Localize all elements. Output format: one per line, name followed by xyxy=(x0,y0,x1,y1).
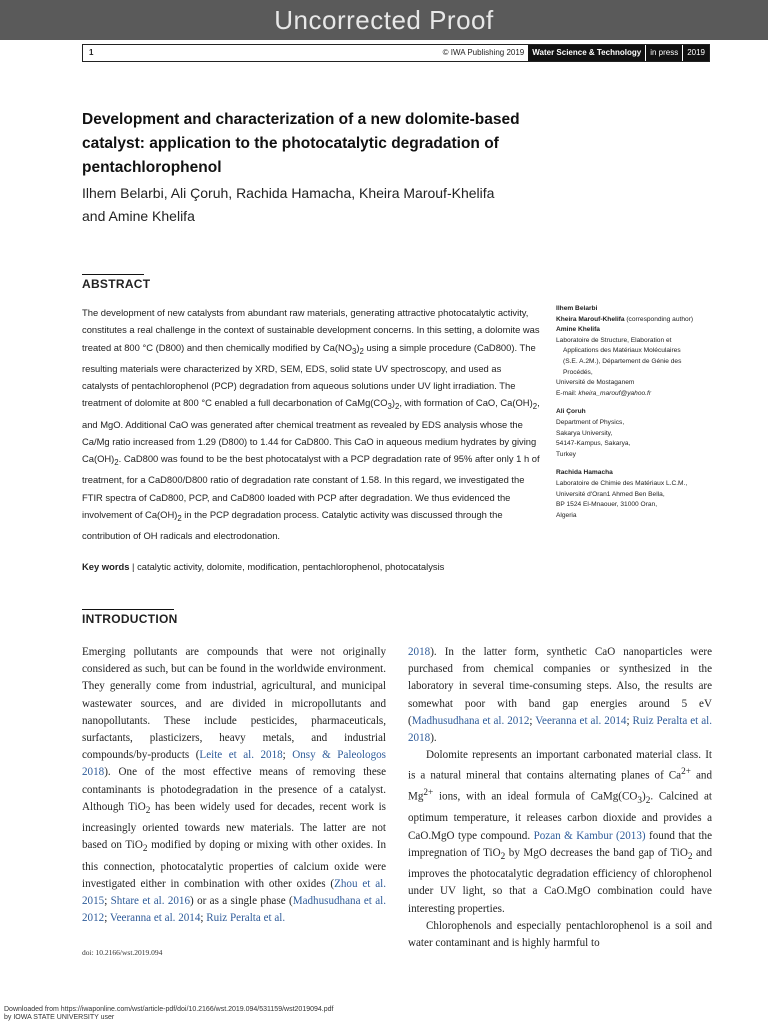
citation-link[interactable]: Veeranna et al. 2014 xyxy=(109,912,201,925)
author-list xyxy=(82,182,532,228)
keywords-label: Key words xyxy=(82,561,130,572)
affiliation-line: Université d'Oran1 Ahmed Ben Bella, xyxy=(556,490,665,498)
citation-link[interactable]: Onsy & Paleologos 2018 xyxy=(82,749,386,779)
email-link[interactable]: kheira_marouf@yahoo.fr xyxy=(578,389,652,397)
publication-status: in press xyxy=(645,45,682,61)
affiliation-block xyxy=(556,304,716,399)
body-column-right xyxy=(408,644,712,952)
affiliation-author: Ali Çoruh xyxy=(556,408,586,416)
body-paragraph: Dolomite represents an important carbonated material class. It is a natural mineral that contains alternating planes of $Ca^{2+}$ and $Mg^{2+}$ ions, with an ideal formula of $CaMg(CO_3)_2$. Calcined at optimum temperature, it releases carbon dioxide and provides a CaO.MgO type compound. Pozan & Kambur (2013) found that the impregnation of TiO$_2$ by MgO decreases the band gap of TiO$_2$ and improves the photocatalytic degradation efficiency of chlorophenol under UV light, so that a CaO.MgO combination could have interesting properties. xyxy=(408,749,712,915)
affiliation-line: Applications des Matériaux Moléculaires xyxy=(563,347,681,355)
uncorrected-proof-banner: Uncorrected Proof xyxy=(0,0,768,40)
download-notice xyxy=(4,1006,333,1022)
citation-link[interactable]: Shtare et al. 2016 xyxy=(110,895,191,908)
abstract-text: The development of new catalysts from abundant raw materials, generating attractive photocatalytic activity, constitutes a real challenge in the context of sustainable development concerns. In this setting, a dolomite was treated at 800 °C (D800) and then chemically modified by $Ca(NO_3)_2$ using a simple procedure (CaD800). The resulting materials were characterized by XRD, SEM, EDS, solid state UV spectroscopy, and used as catalysts of pentachlorophenol (PCP) degradation from aqueous solutions under UV light irradiation. The treatment of dolomite at 800 °C enabled a full decarbonation of $CaMg(CO_3)_2$, with formation of CaO, $Ca(OH)_2$, and MgO. Additional CaO was generated after chemical treatment as revealed by EDS analysis whose the Ca/Mg ratio increased from 1.29 (D800) to 1.44 for CaD800. This CaO in aqueous medium hydrates by giving $Ca(OH)_2$. CaD800 was found to be the best photocatalyst with a PCP degradation rate of 95% after only 1 h of treatment, for a CaD800/D800 ratio of degradation rate constant of 1.58. In this regard, we investigated the FTIR spectra of CaD800, PCP, and CaD800 loaded with PCP after degradation. We thus evidenced the involvement of $Ca(OH)_2$ in the PCP degradation process. Catalytic activity was discussed through the contribution of OH radicals and electrodonation. xyxy=(82,307,540,542)
download-user: by IOWA STATE UNIVERSITY user xyxy=(4,1014,115,1021)
affiliation-block xyxy=(556,468,716,521)
citation-link[interactable]: Ruiz Peralta et al. xyxy=(206,912,286,925)
affiliation-line: Department of Physics, xyxy=(556,418,625,426)
affiliation-line: Laboratoire de Chimie des Matériaux L.C.M., xyxy=(556,479,688,487)
affiliation-line: BP 1524 El-Mnaouer, 31000 Oran, xyxy=(556,501,658,509)
journal-info xyxy=(439,45,709,61)
affiliation-author: Amine Khelifa xyxy=(556,326,600,334)
abstract-heading: ABSTRACT xyxy=(82,274,144,291)
affiliation-author: Ilhem Belarbi xyxy=(556,305,598,312)
running-head xyxy=(82,44,710,62)
doi-text: doi: 10.2166/wst.2019.094 xyxy=(82,948,163,957)
body-paragraph: Chlorophenols and especially pentachlorophenol is a soil and water contaminant and is highly harmful to xyxy=(408,919,712,950)
publication-year: 2019 xyxy=(682,45,709,61)
affiliation-line: Turkey xyxy=(556,450,576,458)
introduction-heading: INTRODUCTION xyxy=(82,609,174,626)
body-paragraph: 2018). In the latter form, synthetic CaO nanoparticles were purchased from chemical companies or synthesized in the laboratory in several time-consuming steps. Also, the results are somewhat poor with band gap energies around 5 eV (Madhusudhana et al. 2012; Veeranna et al. 2014; Ruiz Peralta et al. 2018). xyxy=(408,646,713,745)
citation-link[interactable]: 2018 xyxy=(408,646,431,658)
affiliation-author: Rachida Hamacha xyxy=(556,469,613,477)
affiliation-line: Sakarya University, xyxy=(556,429,613,437)
page-number: 1 xyxy=(89,48,94,57)
journal-name: Water Science & Technology xyxy=(528,45,645,61)
authors-line: Ilhem Belarbi, Ali Çoruh, Rachida Hamacha, Kheira Marouf-Khelifa xyxy=(82,185,495,201)
affiliation-line: (S.E. A.2M.), Département de Génie des xyxy=(563,357,682,365)
body-paragraph: Emerging pollutants are compounds that were not originally considered as such, but can be found in the worldwide environment. They generally come from industrial, agricultural, and municipal wastewater sources, and are divided in micropollutants and nanopollutants. These include pesticides, pharmaceuticals, surfactants, plasticizers, heavy metals, and industrial compounds/by-products (Leite et al. 2018; Onsy & Paleologos 2018). One of the most effective means of removing these contaminants is photodegradation in the presence of a catalyst. Although TiO$_2$ has been widely used for decades, recent work is increasingly oriented towards new materials. The latter are not based on TiO$_2$ modified by doping or mixing with other oxides. In this connection, photocatalytic properties of calcium oxide were investigated either in combination with other oxides (Zhou et al. 2015; Shtare et al. 2016) or as a single phase (Madhusudhana et al. 2012; Veeranna et al. 2014; Ruiz Peralta et al. xyxy=(82,646,386,925)
article-title: Development and characterization of a new dolomite-based catalyst: application to the photocatalytic degradation of pentachlorophenol xyxy=(82,111,520,176)
keywords-list: | catalytic activity, dolomite, modification, pentachlorophenol, photocatalysis xyxy=(132,561,445,572)
citation-link[interactable]: Pozan & Kambur (2013) xyxy=(533,829,646,842)
citation-link[interactable]: Madhusudhana et al. 2012 xyxy=(82,895,386,925)
affiliation-line: Laboratoire de Structure, Elaboration et xyxy=(556,336,672,344)
citation-link[interactable]: Zhou et al. 2015 xyxy=(82,878,386,908)
affiliation-line: Algeria xyxy=(556,511,577,519)
affiliation-block xyxy=(556,407,716,460)
publisher-text: © IWA Publishing 2019 xyxy=(442,48,525,57)
citation-link[interactable]: Leite et al. 2018 xyxy=(199,749,283,762)
citation-link[interactable]: Ruiz Peralta et al. 2018 xyxy=(408,714,713,745)
download-url[interactable]: Downloaded from https://iwaponline.com/wst/article-pdf/doi/10.2166/wst.2019.094/531159/wst2019094.pdf xyxy=(4,1006,334,1013)
authors-line: and Amine Khelifa xyxy=(82,208,195,224)
affiliation-line: 54147-Kampus, Sakarya, xyxy=(556,440,631,448)
affiliation-author: Kheira Marouf-Khelifa (corresponding author) xyxy=(556,315,694,323)
citation-link[interactable]: Veeranna et al. 2014 xyxy=(535,714,627,727)
keywords xyxy=(82,560,542,574)
citation-link[interactable]: Madhusudhana et al. 2012 xyxy=(411,714,530,727)
affiliation-line: Procédés, xyxy=(563,368,593,376)
affiliation-line: Université de Mostaganem xyxy=(556,379,635,387)
body-column-left xyxy=(82,644,386,928)
affiliations xyxy=(556,304,716,529)
corresponding-email: E-mail: kheira_marouf@yahoo.fr xyxy=(556,389,652,397)
